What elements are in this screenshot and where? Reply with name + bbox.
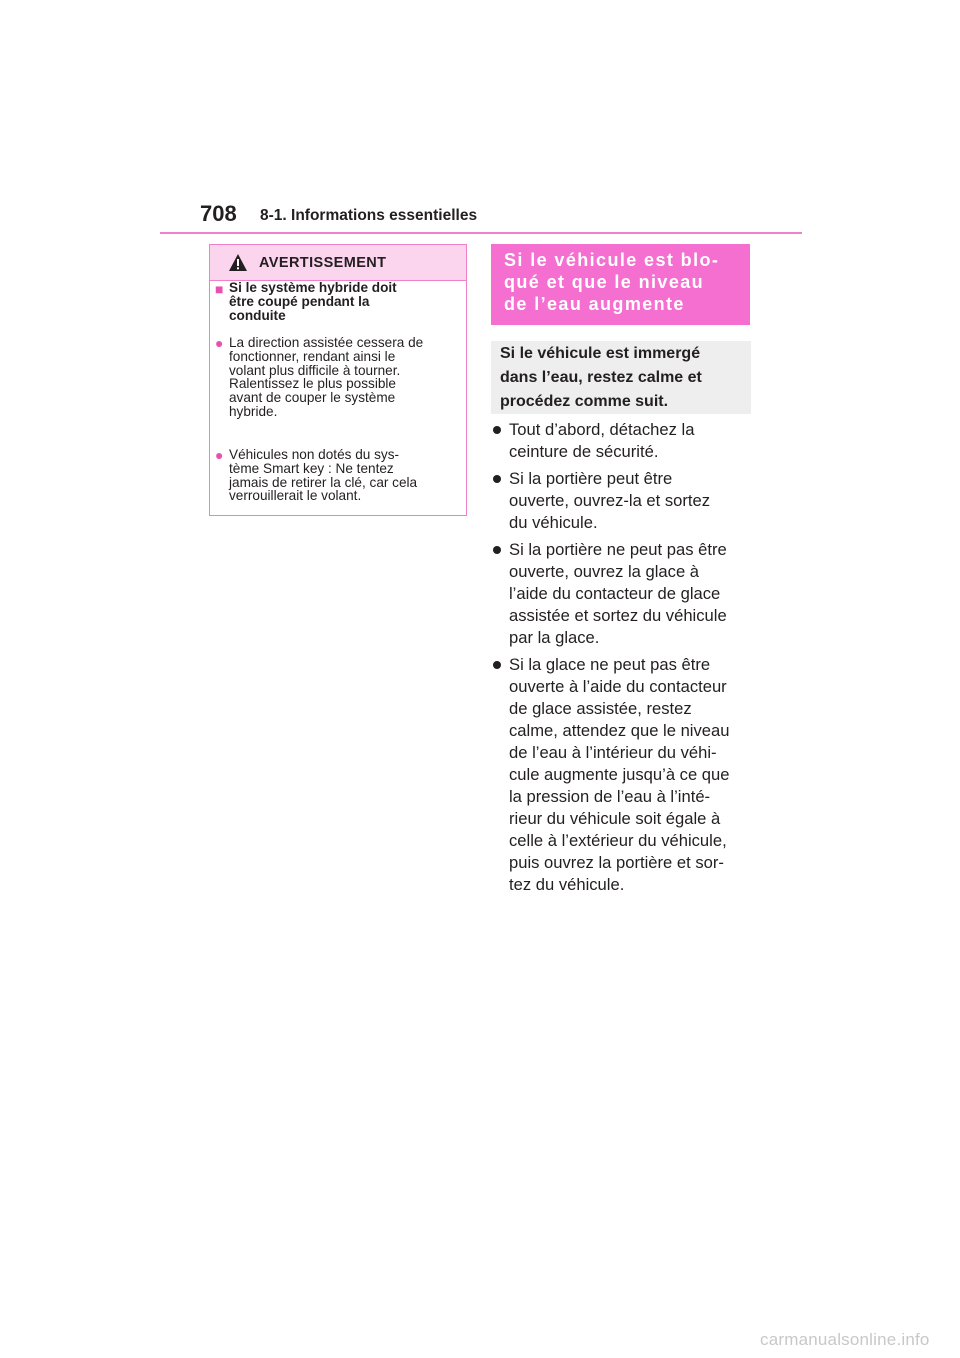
step-text-line: Si la glace ne peut pas être	[509, 655, 711, 674]
warning-text-line: jamais de retirer la clé, car cela	[229, 474, 418, 490]
section-title: 8-1. Informations essentielles	[260, 207, 478, 224]
warning-text-line: verrouillerait le volant.	[229, 488, 362, 504]
topic-title-line: Si le véhicule est blo-	[504, 250, 720, 270]
step-text-line: puis ouvrez la portière et sor-	[509, 853, 724, 872]
step-text-line: de l’eau à l’intérieur du véhi-	[509, 743, 717, 762]
warning-text-line: tème Smart key : Ne tentez	[229, 460, 394, 476]
step-text-line: la pression de l’eau à l’inté-	[509, 787, 711, 806]
step-text-line: du véhicule.	[509, 513, 598, 532]
warning-text-line: Véhicules non dotés du sys-	[229, 447, 400, 462]
step-item	[491, 539, 753, 649]
step-text-line: de glace assistée, restez	[509, 699, 692, 718]
warning-heading-line: conduite	[229, 307, 286, 323]
warning-bullet	[215, 448, 461, 503]
warning-heading-line: Si le système hybride doit	[229, 280, 397, 295]
warning-title: AVERTISSEMENT	[259, 255, 387, 271]
step-text-line: calme, attendez que le niveau	[509, 721, 730, 740]
warning-text-line: volant plus difficile à tourner.	[229, 362, 401, 378]
warning-heading-line: être coupé pendant la	[229, 293, 370, 309]
step-text-line: tez du véhicule.	[509, 875, 625, 894]
bullet-dot-icon	[493, 426, 501, 434]
topic-title-banner	[491, 244, 750, 325]
warning-text-line: avant de couper le système	[229, 390, 396, 406]
step-text-line: cule augmente jusqu’à ce que	[509, 765, 730, 784]
step-item	[491, 468, 753, 534]
warning-text-line: La direction assistée cessera de	[229, 335, 424, 350]
step-text-line: Si la portière peut être	[509, 469, 673, 488]
step-text-line: Si la portière ne peut pas être	[509, 540, 727, 559]
header-rule	[160, 232, 802, 234]
bullet-dot-icon	[493, 475, 501, 483]
step-text-line: l’aide du contacteur de glace	[509, 584, 721, 603]
step-text-line: ouverte à l’aide du contacteur	[509, 677, 727, 696]
step-text-line: Tout d’abord, détachez la	[509, 420, 695, 439]
page-header	[0, 0, 960, 240]
step-text-line: par la glace.	[509, 628, 600, 647]
square-bullet-icon: ■	[215, 281, 224, 297]
warning-text-line: fonctionner, rendant ainsi le	[229, 348, 396, 364]
round-bullet-icon: ●	[215, 335, 224, 351]
step-text-line: ceinture de sécurité.	[509, 442, 659, 461]
page-number: 708	[200, 201, 237, 226]
summary-line: procédez comme suit.	[500, 393, 669, 410]
bullet-dot-icon	[493, 546, 501, 554]
warning-triangle-icon	[228, 253, 248, 272]
step-text-line: celle à l’extérieur du véhicule,	[509, 831, 727, 850]
warning-header	[210, 245, 466, 281]
summary-line: Si le véhicule est immergé	[500, 345, 701, 362]
summary-line: dans l’eau, restez calme et	[500, 369, 702, 386]
topic-title-line: qué et que le niveau	[504, 272, 705, 292]
watermark: carmanualsonline.info	[760, 1330, 930, 1349]
summary-box	[491, 341, 751, 414]
warning-bullet	[215, 336, 461, 419]
round-bullet-icon: ●	[215, 447, 224, 463]
step-item	[491, 419, 753, 463]
warning-text-line: Ralentissez le plus possible	[229, 376, 396, 392]
warning-text-line: hybride.	[229, 403, 278, 419]
step-item	[491, 654, 753, 896]
bullet-dot-icon	[493, 661, 501, 669]
step-text-line: assistée et sortez du véhicule	[509, 606, 727, 625]
step-text-line: ouverte, ouvrez la glace à	[509, 562, 700, 581]
step-text-line: rieur du véhicule soit égale à	[509, 809, 721, 828]
warning-heading	[215, 281, 461, 322]
step-text-line: ouverte, ouvrez-la et sortez	[509, 491, 711, 510]
topic-title-line: de l’eau augmente	[504, 294, 685, 314]
warning-box	[209, 244, 467, 516]
